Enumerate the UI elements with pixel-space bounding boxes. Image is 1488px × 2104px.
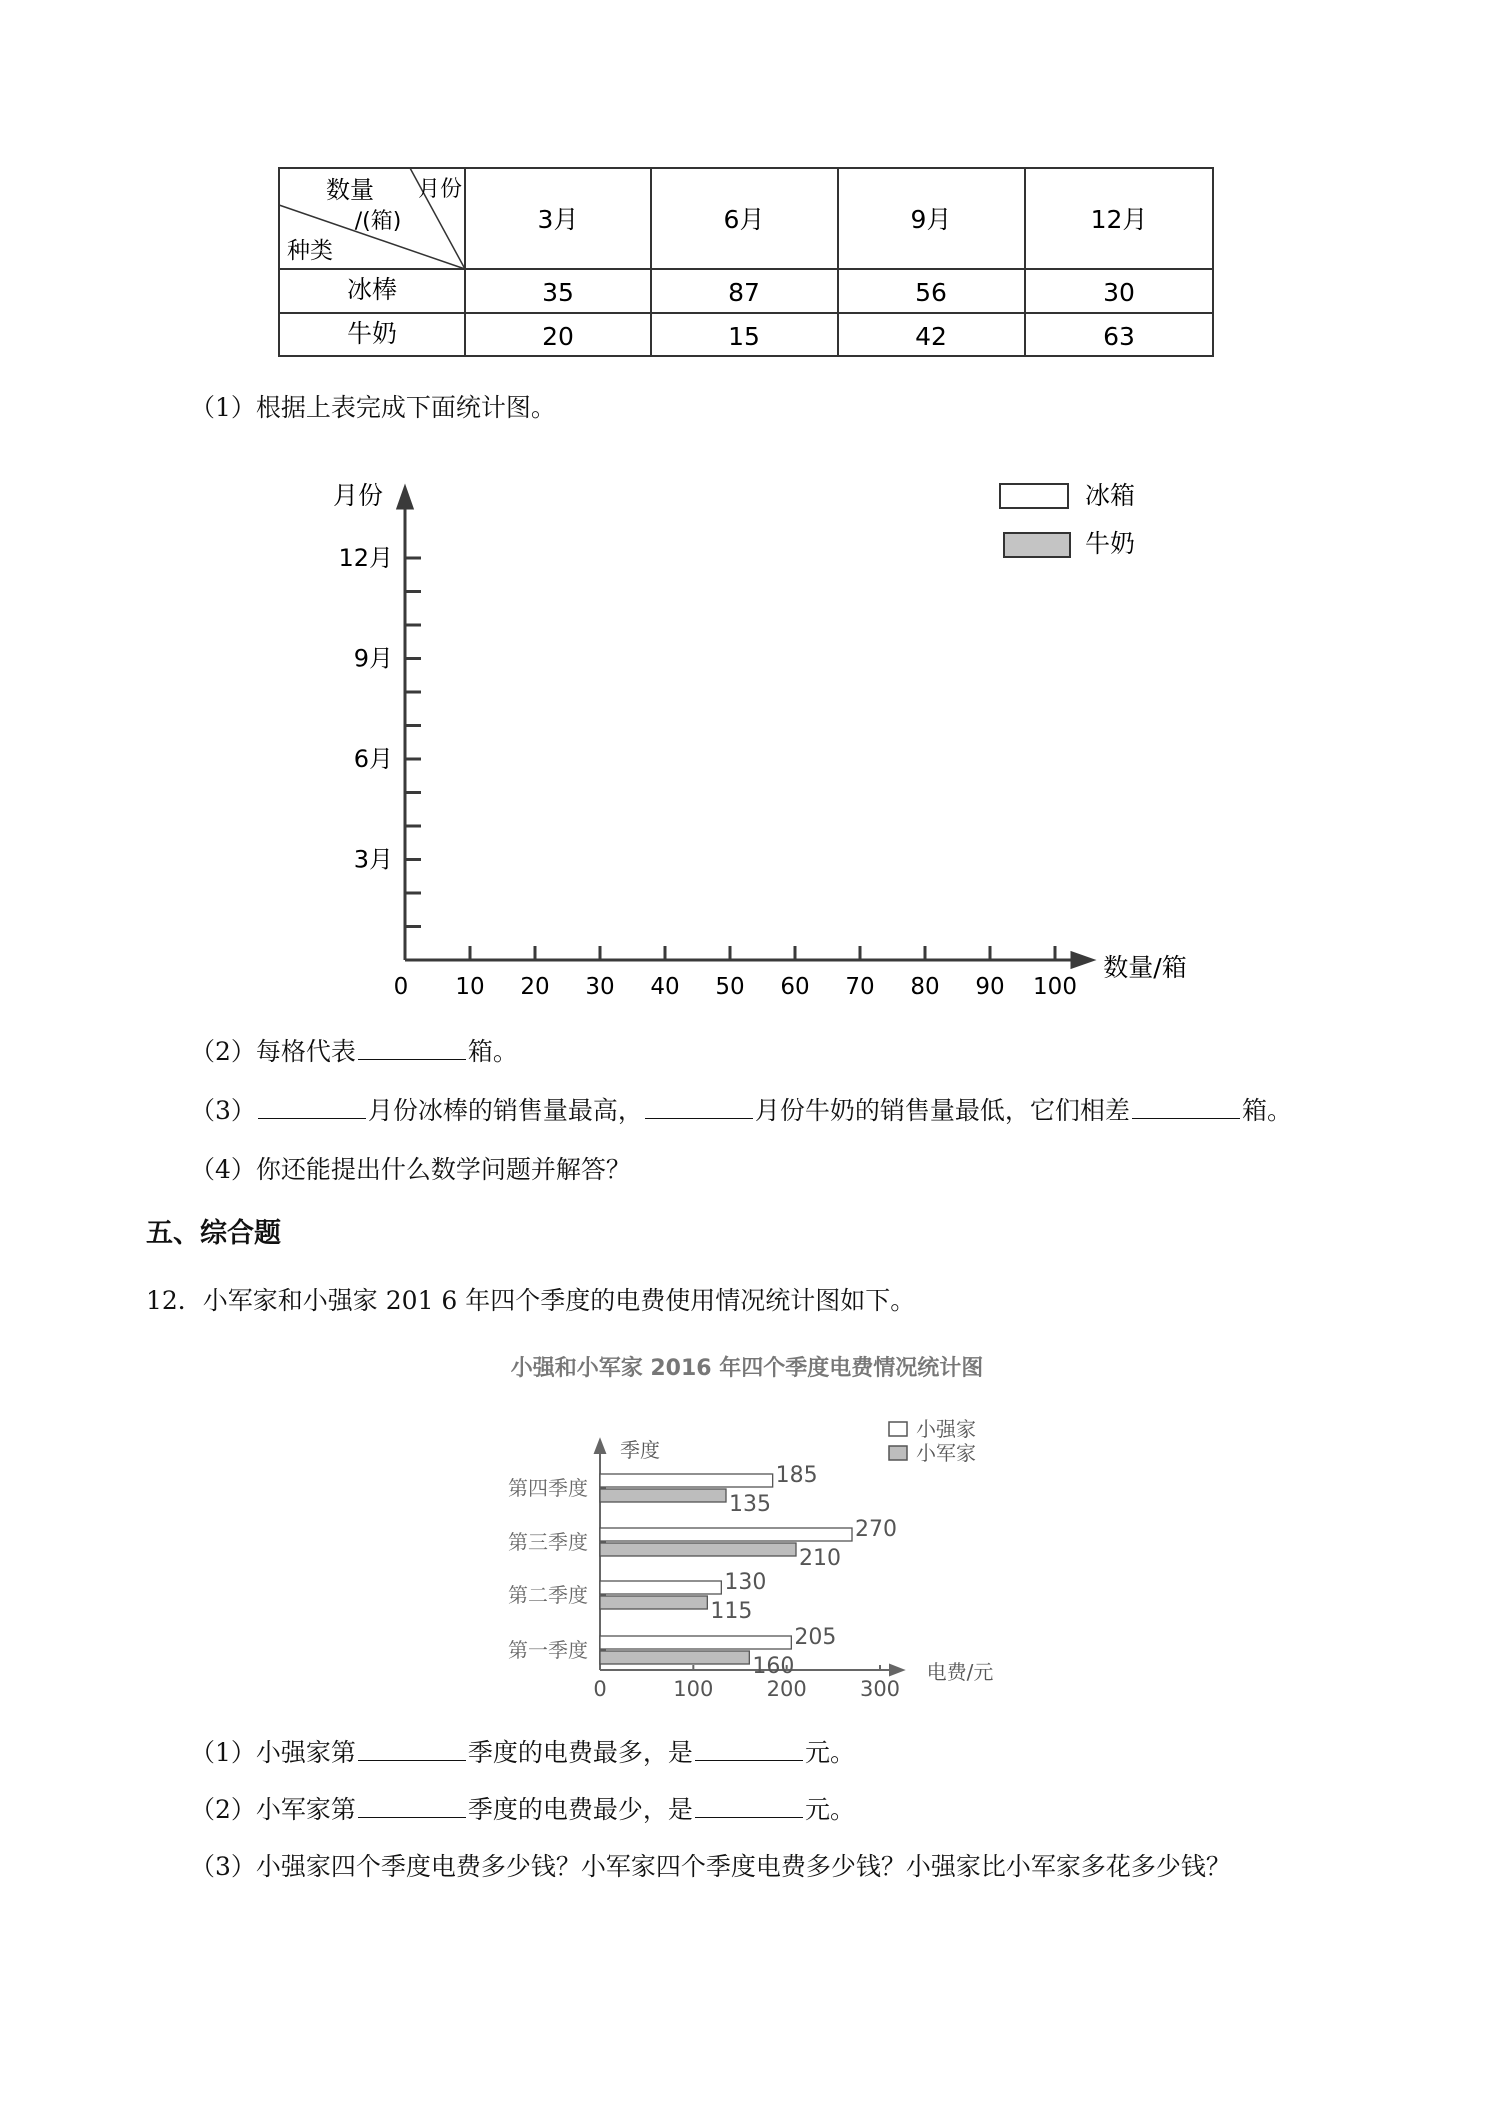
bar-value-label: 115	[710, 1599, 753, 1624]
x-axis-arrow-icon	[1072, 953, 1092, 967]
x-tick-label: 80	[910, 974, 940, 1000]
table-cell: 63	[1103, 322, 1135, 351]
sales-table	[0, 0, 1488, 380]
table-row-label: 牛奶	[346, 319, 398, 348]
table-corner-unit: /(箱)	[354, 209, 402, 234]
legend-swatch-milk	[1004, 533, 1070, 557]
y-axis-label: 月份	[332, 481, 384, 510]
legend-swatch-xiaojun	[889, 1446, 907, 1460]
q12-part3: （3）小强家四个季度电费多少钱？小军家四个季度电费多少钱？小强家比小军家多花多少钱？	[190, 1852, 1231, 1881]
y-axis-arrow-icon	[595, 1440, 605, 1453]
chart-title: 小强和小军家 2016 年四个季度电费情况统计图	[510, 1356, 984, 1381]
bar-value-label: 205	[794, 1625, 837, 1650]
table-col-12: 12月	[1090, 205, 1148, 234]
q12-part1	[190, 1738, 855, 1768]
x-tick-label: 50	[715, 974, 745, 1000]
answer-blank[interactable]	[695, 1738, 803, 1761]
legend-swatch-xiaoqiang	[889, 1422, 907, 1436]
answer-blank[interactable]	[358, 1738, 466, 1761]
x-tick-label: 10	[455, 974, 485, 1000]
bar-xiaojun	[600, 1489, 726, 1502]
bar-xiaoqiang	[600, 1581, 721, 1594]
x-tick-label: 0	[593, 1677, 607, 1701]
q12-part2-text: 季度的电费最少，是	[467, 1795, 693, 1824]
table-col-3: 3月	[537, 205, 579, 234]
bar-value-label: 270	[855, 1517, 897, 1542]
legend-label-xiaojun: 小军家	[916, 1441, 976, 1465]
q12-intro: 12．小军家和小强家 201 6 年四个季度的电费使用情况统计图如下。	[146, 1286, 916, 1315]
table-cell: 30	[1103, 278, 1135, 307]
table-cell: 35	[542, 278, 574, 307]
x-tick-label: 0	[393, 974, 409, 1000]
q12-part1-text: 元。	[804, 1738, 855, 1767]
x-tick-label: 20	[520, 974, 550, 1000]
table-corner-type: 种类	[287, 238, 333, 264]
chart-electricity	[0, 1340, 1488, 1710]
q11-part3-text: （3）	[190, 1096, 256, 1125]
category-label: 第一季度	[508, 1638, 588, 1662]
section-title: 五、综合题	[146, 1218, 281, 1249]
bar-value-label: 160	[752, 1654, 795, 1679]
answer-blank[interactable]	[645, 1096, 753, 1119]
table-col-6: 6月	[723, 205, 765, 234]
x-axis-label: 数量/箱	[1103, 953, 1187, 982]
bar-xiaojun	[600, 1651, 749, 1664]
q11-part2-text: （2）每格代表	[190, 1037, 356, 1066]
table-row-label: 冰棒	[346, 275, 398, 304]
x-tick-label: 60	[780, 974, 810, 1000]
table-corner-quantity: 数量	[326, 176, 374, 204]
category-label: 第三季度	[508, 1530, 588, 1554]
table-cell: 42	[915, 322, 947, 351]
chart-blank-sales	[0, 470, 1488, 1010]
answer-blank[interactable]	[358, 1037, 466, 1060]
q11-part3-text: 月份牛奶的销售量最低，它们相差	[754, 1096, 1130, 1125]
legend-label-fridge: 冰箱	[1085, 481, 1136, 510]
answer-blank[interactable]	[695, 1795, 803, 1818]
legend-label-milk: 牛奶	[1085, 529, 1136, 558]
x-tick-label: 100	[1033, 974, 1077, 1000]
bar-xiaoqiang	[600, 1636, 791, 1649]
table-cell: 56	[915, 278, 947, 307]
x-axis-label: 电费/元	[926, 1660, 994, 1684]
legend-label-xiaoqiang: 小强家	[916, 1417, 976, 1441]
y-tick-label: 12月	[338, 544, 393, 572]
q11-part3-text: 月份冰棒的销售量最高，	[367, 1096, 643, 1125]
bar-xiaojun	[600, 1596, 707, 1609]
x-tick-label: 100	[673, 1677, 714, 1701]
q11-part2-text-end: 箱。	[467, 1037, 518, 1066]
q12-part2-text: 元。	[804, 1795, 855, 1824]
x-tick-label: 40	[650, 974, 680, 1000]
q11-part2	[190, 1037, 518, 1067]
table-cell: 87	[728, 278, 760, 307]
table-col-9: 9月	[910, 205, 952, 234]
bar-xiaoqiang	[600, 1528, 852, 1541]
q12-part1-text: 季度的电费最多，是	[467, 1738, 693, 1767]
x-tick-label: 300	[859, 1677, 901, 1701]
bar-value-label: 130	[724, 1570, 767, 1595]
x-tick-label: 30	[585, 974, 615, 1000]
y-axis-arrow-icon	[398, 488, 412, 508]
bar-value-label: 210	[799, 1546, 841, 1571]
x-tick-label: 90	[975, 974, 1005, 1000]
bar-xiaoqiang	[600, 1474, 773, 1487]
q11-part3-text: 箱。	[1241, 1096, 1292, 1125]
q11-part4: （4）你还能提出什么数学问题并解答？	[190, 1155, 631, 1184]
y-tick-label: 9月	[353, 644, 393, 673]
q11-part1: （1）根据上表完成下面统计图。	[190, 393, 556, 422]
bar-xiaojun	[600, 1543, 796, 1556]
y-tick-label: 3月	[353, 845, 393, 874]
bar-value-label: 185	[775, 1463, 818, 1488]
y-axis-label: 季度	[620, 1438, 660, 1462]
x-tick-label: 200	[766, 1677, 807, 1701]
legend-swatch-fridge	[1000, 484, 1068, 508]
q11-part3	[190, 1096, 1292, 1126]
answer-blank[interactable]	[358, 1795, 466, 1818]
table-cell: 20	[542, 322, 574, 351]
bar-value-label: 135	[729, 1492, 771, 1517]
q12-part2-text: （2）小军家第	[190, 1795, 356, 1824]
q12-part2	[190, 1795, 855, 1825]
y-tick-label: 6月	[353, 745, 393, 773]
x-tick-label: 70	[845, 974, 875, 1000]
category-label: 第四季度	[508, 1476, 588, 1500]
answer-blank[interactable]	[258, 1096, 366, 1119]
q12-part1-text: （1）小强家第	[190, 1738, 356, 1767]
table-cell: 15	[728, 322, 760, 351]
answer-blank[interactable]	[1132, 1096, 1240, 1119]
category-label: 第二季度	[508, 1583, 588, 1607]
x-axis-arrow-icon	[890, 1665, 903, 1675]
table-corner-month: 月份	[417, 177, 463, 202]
